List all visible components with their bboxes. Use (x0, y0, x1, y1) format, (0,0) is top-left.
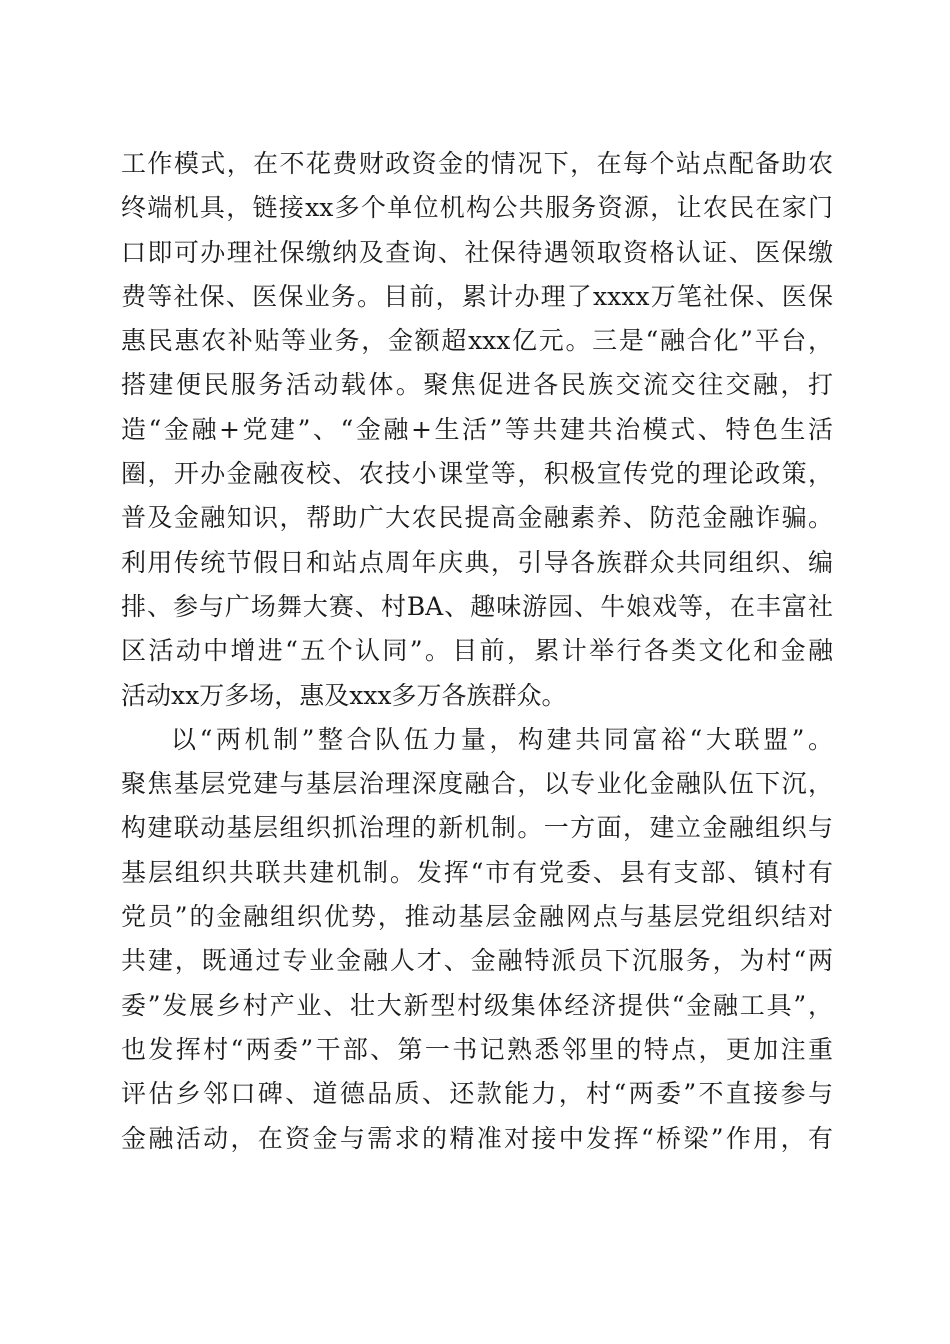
text-line: 惠民惠农补贴等业务，金额超xxx亿元。三是“融合化”平台， (121, 326, 833, 356)
text-line: 区活动中增进“五个认同”。目前，累计举行各类文化和金融 (121, 636, 833, 666)
text-line: 搭建便民服务活动载体。聚焦促进各民族交流交往交融，打 (121, 370, 833, 400)
text-line: 委”发展乡村产业、壮大新型村级集体经济提供“金融工具”， (121, 990, 833, 1020)
text-line: 终端机具，链接xx多个单位机构公共服务资源，让农民在家门 (121, 193, 833, 223)
paragraph-start-line: 以“两机制”整合队伍力量，构建共同富裕“大联盟”。 (171, 724, 833, 754)
paragraph-end-line: 活动xx万多场，惠及xxx多万各族群众。 (121, 680, 567, 710)
text-line: 利用传统节假日和站点周年庆典，引导各族群众共同组织、编 (121, 547, 833, 577)
text-line: 金融活动，在资金与需求的精准对接中发挥“桥梁”作用，有 (121, 1123, 833, 1153)
text-line: 党员”的金融组织优势，推动基层金融网点与基层党组织结对 (121, 902, 833, 932)
text-line: 构建联动基层组织抓治理的新机制。一方面，建立金融组织与 (121, 813, 833, 843)
text-line: 圈，开办金融夜校、农技小课堂等，积极宣传党的理论政策， (121, 459, 833, 489)
text-line: 评估乡邻口碑、道德品质、还款能力，村“两委”不直接参与 (121, 1079, 833, 1109)
text-line: 口即可办理社保缴纳及查询、社保待遇领取资格认证、医保缴 (121, 237, 833, 267)
text-line: 工作模式，在不花费财政资金的情况下，在每个站点配备助农 (121, 149, 833, 178)
document-body (121, 142, 833, 1161)
text-line: 造“金融+党建”、“金融+生活”等共建共治模式、特色生活 (121, 414, 833, 444)
text-line: 共建，既通过专业金融人才、金融特派员下沉服务，为村“两 (121, 946, 833, 976)
text-line: 基层组织共联共建机制。发挥“市有党委、县有支部、镇村有 (121, 857, 833, 887)
text-line: 聚焦基层党建与基层治理深度融合，以专业化金融队伍下沉， (121, 769, 833, 799)
text-line: 排、参与广场舞大赛、村BA、趣味游园、牛娘戏等，在丰富社 (121, 591, 833, 621)
text-line: 费等社保、医保业务。目前，累计办理了xxxx万笔社保、医保 (121, 281, 833, 311)
text-line: 普及金融知识，帮助广大农民提高金融素养、防范金融诈骗。 (121, 503, 833, 533)
text-line: 也发挥村“两委”干部、第一书记熟悉邻里的特点，更加注重 (121, 1034, 833, 1064)
